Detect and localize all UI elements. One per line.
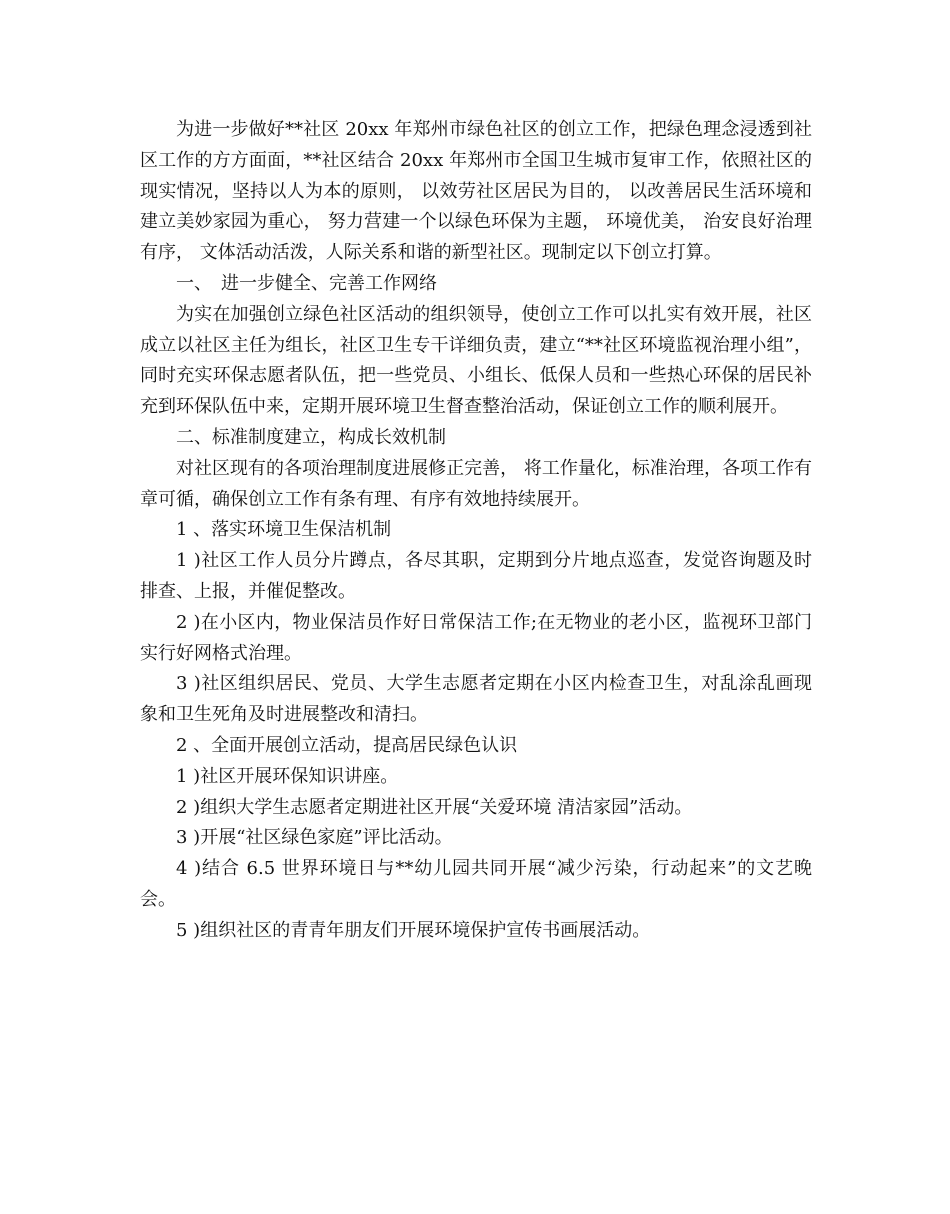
- list-item: 3 )社区组织居民、党员、大学生志愿者定期在小区内检查卫生，对乱涂乱画现象和卫生死角及时进展整改和清扫。: [140, 673, 812, 726]
- list-item: 1 )社区开展环保知识讲座。: [176, 765, 399, 787]
- list-item: 2 )组织大学生志愿者定期进社区开展“关爱环境 清洁家园”活动。: [176, 796, 693, 818]
- list-item: 3 )开展“社区绿色家庭”评比活动。: [176, 827, 453, 849]
- list-item: 1 )社区工作人员分片蹲点，各尽其职，定期到分片地点巡查，发觉咨询题及时排查、上报，并催促整改。: [140, 550, 812, 602]
- list-item: 5 )组织社区的青青年朋友们开展环境保护宣传书画展活动。: [176, 919, 651, 941]
- list-item: 4 )结合 6.5 世界环境日与**幼儿园共同开展“减少污染，行动起来”的文艺晚会。: [140, 858, 812, 910]
- list-item: 2 )在小区内，物业保洁员作好日常保洁工作;在无物业的老小区，监视环卫部门实行好网格式治理。: [140, 611, 812, 664]
- document-body: [140, 115, 812, 947]
- intro-paragraph: 为进一步做好**社区 20xx 年郑州市绿色社区的创立工作，把绿色理念浸透到社区工作的方方面面，**社区结合 20xx 年郑州市全国卫生城市复审工作，依照社区的现实情况，坚持以人为本的原则， 以效劳社区居民为目的， 以改善居民生活环境和建立美妙家园为重心， 努力营建一个以绿色环保为主题， 环境优美， 治安良好治理有序， 文体活动活泼，人际关系和谐的新型社区。现制定以下创立打算。: [140, 119, 812, 264]
- subsection-heading-1: 1 、落实环境卫生保洁机制: [176, 519, 392, 541]
- section-heading-1: 一、 进一步健全、完善工作网络: [176, 272, 437, 294]
- subsection-heading-2: 2 、全面开展创立活动，提高居民绿色认识: [176, 734, 518, 756]
- section-2-paragraph: 对社区现有的各项治理制度进展修正完善， 将工作量化，标准治理，各项工作有章可循，确保创立工作有条有理、有序有效地持续展开。: [140, 457, 812, 510]
- section-1-paragraph: 为实在加强创立绿色社区活动的组织领导，使创立工作可以扎实有效开展，社区成立以社区主任为组长，社区卫生专干详细负责，建立“**社区环境监视治理小组”，同时充实环保志愿者队伍，把一些党员、小组长、低保人员和一些热心环保的居民补充到环保队伍中来，定期开展环境卫生督查整治活动，保证创立工作的顺利展开。: [140, 303, 812, 418]
- section-heading-2: 二、标准制度建立，构成长效机制: [176, 426, 446, 448]
